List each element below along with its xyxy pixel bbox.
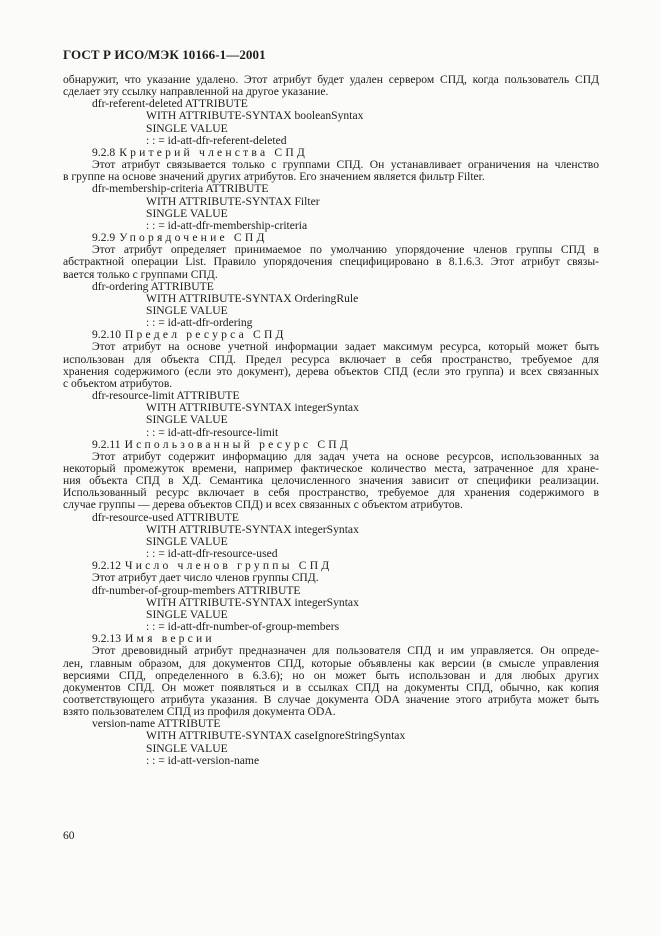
text-line: с объектом атрибутов.	[63, 376, 173, 390]
text-line: dfr-membership-criteria ATTRIBUTE	[92, 182, 269, 196]
text-line: Этот атрибут определяет принимаемое по умолчанию упорядочение членов группы СПД в	[92, 243, 599, 257]
code-line: WITH ATTRIBUTE-SYNTAX integerSyntax	[146, 522, 359, 536]
code-line: : : = id-att-version-name	[146, 753, 260, 767]
text-line: абстрактной операции List. Правило упорядочения специфицировано в 8.1.6.3. Этот атрибут связы-	[63, 255, 599, 269]
code-line: : : = id-att-dfr-resource-limit	[146, 425, 279, 439]
section-title: Предел ресурса СПД	[124, 328, 287, 342]
text-line: взято пользователем СПД из профиля документа ODA.	[63, 705, 336, 719]
document-body	[63, 74, 599, 767]
text-line: Этот атрибут содержит информацию для задач учета на основе ресурсов, использованных за	[92, 449, 599, 463]
code-line: WITH ATTRIBUTE-SYNTAX booleanSyntax	[146, 109, 364, 123]
text-line: соответствующего атрибута указания. В случае документа ODA значение этого атрибута может быть	[63, 692, 599, 706]
text-line: вается только с группами СПД.	[63, 267, 218, 281]
section-number: 9.2.9	[92, 231, 116, 245]
code-line: : : = id-att-dfr-membership-criteria	[146, 218, 308, 232]
code-line: : : = id-att-dfr-number-of-group-members	[146, 620, 340, 634]
text-line: dfr-ordering ATTRIBUTE	[92, 279, 214, 293]
code-line: SINGLE VALUE	[146, 413, 228, 427]
code-line: : : = id-att-dfr-referent-deleted	[146, 133, 287, 147]
text-line: Использованный ресурс включает в себя пространство, требуемое для хранения содержимого в	[63, 486, 599, 500]
section-number: 9.2.11	[92, 437, 121, 451]
section-title: Упорядочение СПД	[119, 231, 268, 245]
page-number: 60	[63, 830, 75, 842]
text-line: version-name ATTRIBUTE	[92, 717, 221, 731]
section-number: 9.2.10	[92, 328, 121, 342]
text-line: случае группы — дерева объектов СПД) и всех связанных с объектом атрибутов.	[63, 498, 463, 512]
text-line: лен, главным образом, для документов СПД, которые объявлены как версии (в смысле управления	[63, 656, 599, 670]
text-line: Этот атрибут на основе учетной информации задает максимум ресурса, который может быть	[92, 340, 599, 354]
text-line: Этот атрибут связывается только с группами СПД. Он устанавливает ограничения на членство	[92, 158, 599, 172]
section-number: 9.2.8	[92, 145, 116, 159]
code-line: : : = id-att-dfr-resource-used	[146, 547, 278, 561]
code-line: WITH ATTRIBUTE-SYNTAX Filter	[146, 194, 320, 208]
text-line: некоторый промежуток времени, например фактическое количество места, затраченное для хране-	[63, 462, 599, 475]
text-line: dfr-resource-limit ATTRIBUTE	[92, 389, 240, 403]
code-line: WITH ATTRIBUTE-SYNTAX caseIgnoreStringSyntax	[146, 729, 406, 743]
page-header: ГОСТ Р ИСО/МЭК 10166-1—2001	[63, 47, 266, 62]
text-line: dfr-resource-used ATTRIBUTE	[92, 510, 239, 524]
code-line: SINGLE VALUE	[146, 206, 228, 220]
code-line: SINGLE VALUE	[146, 741, 228, 755]
code-line: SINGLE VALUE	[146, 534, 228, 548]
section-title: Критерий членства СПД	[119, 145, 308, 159]
text-line: обнаружит, что указание удалено. Этот атрибут будет удален сервером СПД, когда пользователь СПД	[63, 73, 599, 86]
section-title: Имя версии	[124, 632, 215, 646]
code-line: WITH ATTRIBUTE-SYNTAX integerSyntax	[146, 595, 359, 609]
section-title: Использованный ресурс СПД	[124, 437, 351, 451]
text-line: сделает эту ссылку направленной на другое указание.	[63, 85, 329, 99]
code-line: WITH ATTRIBUTE-SYNTAX OrderingRule	[146, 291, 359, 305]
code-line: SINGLE VALUE	[146, 121, 228, 135]
code-line: SINGLE VALUE	[146, 607, 228, 621]
code-line: WITH ATTRIBUTE-SYNTAX integerSyntax	[146, 401, 359, 415]
text-line: версиями СПД, определенного в 6.3.6); но он может быть использован и для любых других	[63, 668, 599, 682]
text-line: хранения содержимого (если это документ), дерева объектов СПД (если это группа) и всех связанных	[63, 364, 599, 378]
text-line: ния объекта СПД в ХД. Семантика целочисленного значения зависит от специфики реализации.	[63, 474, 599, 488]
text-line: Этот древовидный атрибут предназначен для пользователя СПД и им управляется. Он опреде-	[92, 644, 599, 658]
code-line: SINGLE VALUE	[146, 303, 228, 317]
text-line: документов СПД. Он может появляться и в ссылках СПД на документы СПД, обычно, как копия	[63, 680, 599, 694]
code-line: : : = id-att-dfr-ordering	[146, 316, 253, 330]
text-line: Этот атрибут дает число членов группы СПД.	[92, 571, 319, 585]
text-line: в группе на основе значений других атрибутов. Его значением является фильтр Filter.	[63, 170, 485, 184]
text-line: использован для объекта СПД. Предел ресурса включает в себя пространство, требуемое для	[63, 352, 599, 366]
section-title: Число членов группы СПД	[124, 559, 333, 573]
text-line: dfr-number-of-group-members ATTRIBUTE	[92, 583, 301, 597]
text-line: dfr-referent-deleted ATTRIBUTE	[92, 97, 248, 111]
section-number: 9.2.13	[92, 632, 121, 646]
section-number: 9.2.12	[92, 559, 121, 573]
